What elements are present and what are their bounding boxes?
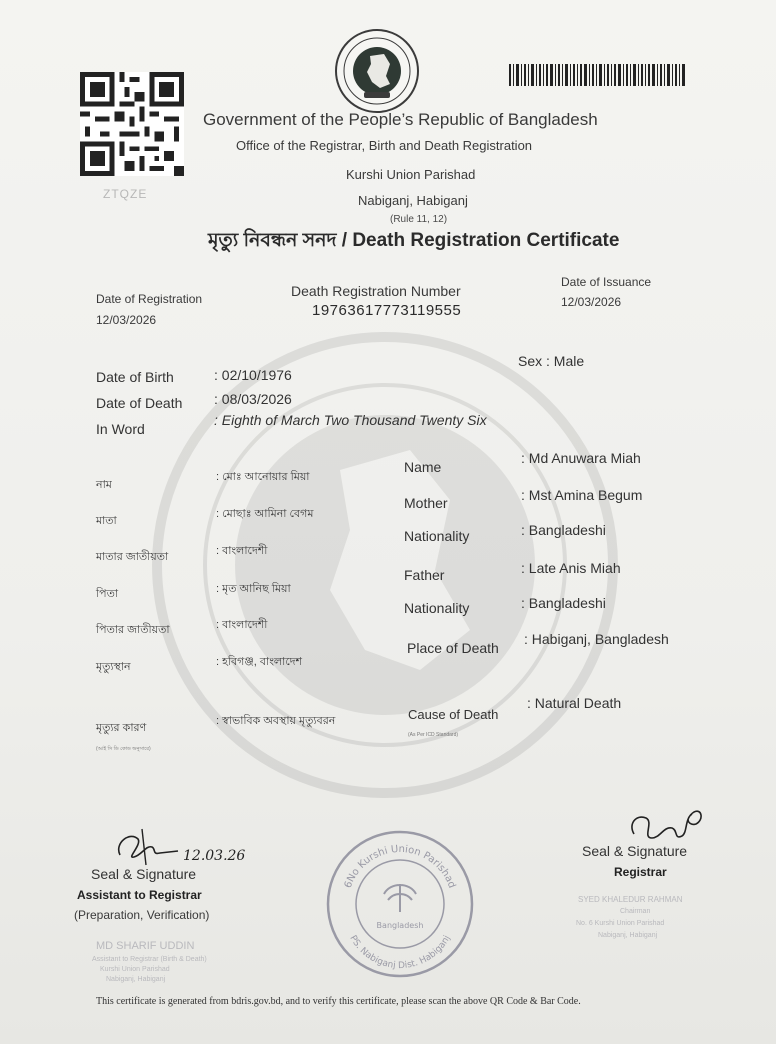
parishad-heading: Kurshi Union Parishad <box>346 167 476 182</box>
location-heading: Nabiganj, Habiganj <box>358 193 468 208</box>
name-label: Name <box>404 459 442 475</box>
in-word-value: : Eighth of March Two Thousand Twenty Six <box>214 412 487 428</box>
bn-place-label: মৃত্যুস্থান <box>96 661 131 673</box>
assistant-signature-icon <box>112 825 182 867</box>
bn-cause-label: মৃত্যুর কারণ <box>96 722 147 734</box>
bn-mother-value: : মোছাঃ আমিনা বেগম <box>216 508 314 520</box>
bn-mother-nationality-value: : বাংলাদেশী <box>216 545 268 557</box>
bn-father-value: : মৃত আনিছ মিয়া <box>216 583 291 595</box>
father-label: Father <box>404 567 445 583</box>
place-of-death-value: : Habiganj, Bangladesh <box>524 631 669 647</box>
date-of-issuance-value: 12/03/2026 <box>561 295 622 309</box>
assistant-stamp-line-3: Nabiganj, Habiganj <box>106 976 166 983</box>
bn-father-nationality-value: : বাংলাদেশী <box>216 619 268 631</box>
government-emblem-icon <box>334 28 420 114</box>
mother-value: : Mst Amina Begum <box>521 487 643 503</box>
bn-name-value: : মোঃ আনোয়ার মিয়া <box>216 471 310 483</box>
svg-text:6No Kurshi Union Parishad <box>343 844 458 890</box>
mother-nationality-label: Nationality <box>404 528 470 544</box>
seal-text-bottom: PS. Nabiganj Dist. Habiganj <box>347 933 453 972</box>
bn-cause-value: : স্বাভাবিক অবস্থায় মৃত্যুবরন <box>216 715 336 727</box>
registration-number-label: Death Registration Number <box>291 283 461 299</box>
in-word-label: In Word <box>96 421 145 437</box>
cause-of-death-value: : Natural Death <box>527 695 622 711</box>
seal-center-text: Bangladesh <box>376 921 424 930</box>
father-nationality-value: : Bangladeshi <box>521 595 606 611</box>
name-value: : Md Anuwara Miah <box>521 450 641 466</box>
registrar-seal-label: Seal & Signature <box>582 843 688 859</box>
rule-text: (Rule 11, 12) <box>390 214 448 225</box>
sex-value: Sex : Male <box>518 353 585 369</box>
cause-of-death-label: Cause of Death <box>408 707 499 722</box>
date-of-registration-value: 12/03/2026 <box>96 313 157 327</box>
registrar-role: Registrar <box>614 865 667 879</box>
bn-father-nationality-label: পিতার জাতীয়তা <box>96 624 170 636</box>
father-value: : Late Anis Miah <box>521 560 621 576</box>
assistant-stamp-line-1: Assistant to Registrar (Birth & Death) <box>92 956 207 963</box>
date-of-issuance-label: Date of Issuance <box>561 275 652 289</box>
assistant-seal-label: Seal & Signature <box>91 866 197 882</box>
qr-caption: ZTQZE <box>103 187 148 201</box>
date-of-death-label: Date of Death <box>96 395 183 411</box>
registrar-stamp-line-3: No. 6 Kurshi Union Parishad <box>576 920 665 927</box>
qr-code-icon[interactable] <box>80 72 184 176</box>
office-heading: Office of the Registrar, Birth and Death Registration <box>236 138 533 153</box>
bn-mother-nationality-label: মাতার জাতীয়তা <box>96 551 169 563</box>
mother-label: Mother <box>404 495 448 511</box>
registrar-stamp-line-1: SYED KHALEDUR RAHMAN <box>578 895 683 904</box>
bn-place-value: : হবিগঞ্জ, বাংলাদেশ <box>216 656 303 668</box>
assistant-role: Assistant to Registrar <box>77 888 202 902</box>
date-of-birth-label: Date of Birth <box>96 369 174 385</box>
registration-number-value: 19763617773119555 <box>312 302 462 319</box>
date-of-birth-value: : 02/10/1976 <box>214 367 292 383</box>
government-heading: Government of the People’s Republic of Bangladesh <box>203 110 598 129</box>
assistant-role-sub: (Preparation, Verification) <box>74 908 210 922</box>
mother-nationality-value: : Bangladeshi <box>521 522 606 538</box>
assistant-stamp-name: MD SHARIF UDDIN <box>96 940 195 952</box>
registrar-stamp-line-2: Chairman <box>620 908 651 915</box>
bn-mother-label: মাতা <box>96 515 117 527</box>
barcode-icon[interactable] <box>509 64 687 86</box>
certificate-title: মৃত্যু নিবন্ধন সনদ / Death Registration Certificate <box>208 230 620 251</box>
bn-name-label: নাম <box>96 479 112 491</box>
bn-cause-sub: (আই সি ডি কোড অনুসারে) <box>96 746 151 752</box>
assistant-signature-date: 12.03.26 <box>183 848 246 864</box>
bn-father-label: পিতা <box>96 588 119 600</box>
assistant-stamp-line-2: Kurshi Union Parishad <box>100 966 170 973</box>
date-of-registration-label: Date of Registration <box>96 292 203 306</box>
date-of-death-value: : 08/03/2026 <box>214 391 292 407</box>
registrar-signature-icon <box>624 800 708 848</box>
cause-of-death-sub: (As Per ICD Standard) <box>408 732 459 738</box>
registrar-stamp-line-4: Nabiganj, Habiganj <box>598 932 658 939</box>
seal-text-top: 6No Kurshi Union Parishad <box>342 843 458 890</box>
place-of-death-label: Place of Death <box>407 640 499 656</box>
footer-note: This certificate is generated from bdris.gov.bd, and to verify this certificate, please scan the above QR Code & Bar Code. <box>96 996 581 1007</box>
union-parishad-seal-icon <box>324 828 476 980</box>
father-nationality-label: Nationality <box>404 600 470 616</box>
